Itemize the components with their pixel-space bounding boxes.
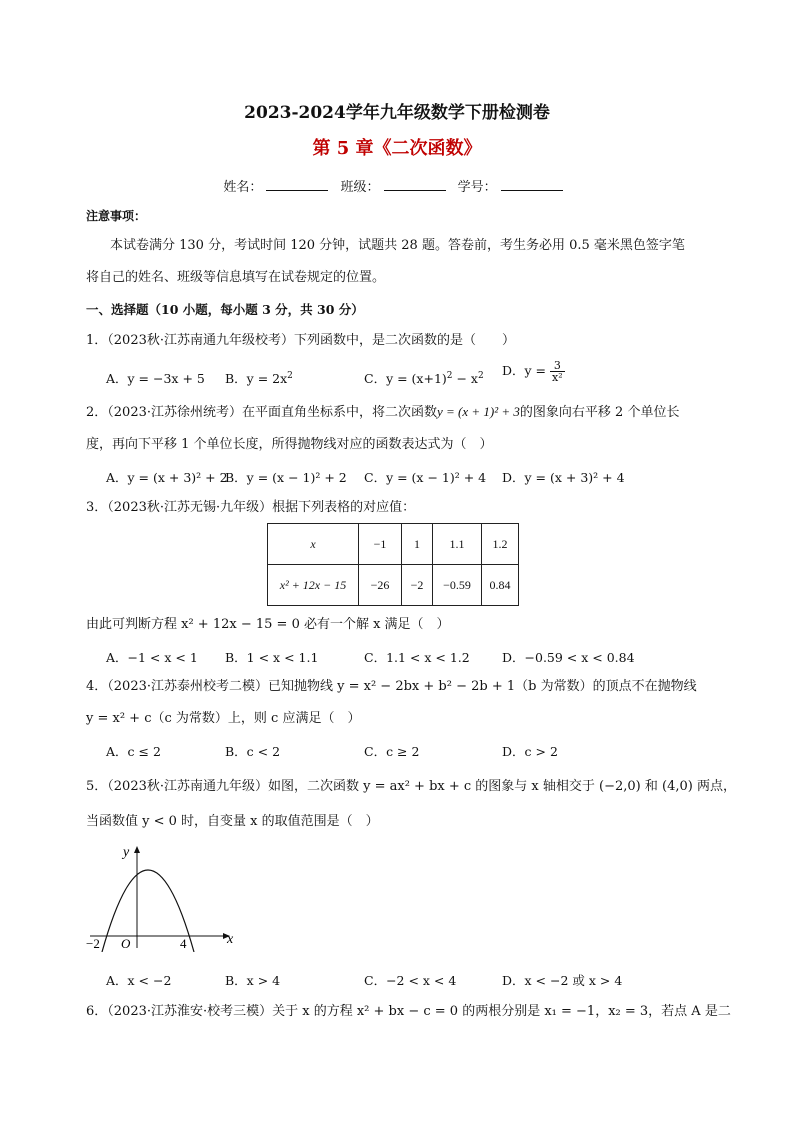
table-cell: −26 xyxy=(359,565,402,606)
chapter-subtitle: 第 5 章《二次函数》 xyxy=(312,138,482,159)
q2-option-c[interactable]: C．y = (x − 1)² + 4 xyxy=(364,470,487,485)
fraction: $\frac{3}{\text{x²}}$ xyxy=(552,359,563,384)
q1-option-a[interactable]: A．y = −3x + 5 xyxy=(106,371,205,386)
question-3-follow: 由此可判断方程 x² + 12x − 15 = 0 必有一个解 x 满足（ ） xyxy=(86,617,450,632)
question-3-stem: 3．（2023秋·江苏无锡·九年级）根据下列表格的对应值： xyxy=(86,500,416,515)
table-cell: 1.1 xyxy=(433,524,482,565)
question-5-line-1: 5．（2023秋·江苏南通九年级）如图，二次函数 y = ax² + bx + c 的图象与 x 轴相交于 (−2,0) 和 (4,0) 两点， xyxy=(86,779,736,794)
q2-option-d[interactable]: D．y = (x + 3)² + 4 xyxy=(502,470,625,485)
question-4-line-2: y = x² + c（c 为常数）上，则 c 应满足（ ） xyxy=(86,711,361,726)
question-4-line-1: 4．（2023·江苏泰州校考二模）已知抛物线 y = x² − 2bx + b² − 2b + 1（b 为常数）的顶点不在抛物线 xyxy=(86,679,697,694)
parabola-graph xyxy=(84,840,244,952)
question-1-stem: 1．（2023秋·江苏南通九年级校考）下列函数中，是二次函数的是（ ） xyxy=(86,333,515,348)
x-axis-label: x xyxy=(227,932,234,947)
q1-option-d[interactable]: D．y = $\frac{3}{\text{x²}}$ xyxy=(502,359,563,384)
section-heading: 一、选择题（10 小题，每小题 3 分，共 30 分） xyxy=(86,302,364,317)
y-axis-arrow xyxy=(134,846,140,853)
notes-line-2: 将自己的姓名、班级等信息填写在试卷规定的位置。 xyxy=(86,270,386,285)
table-cell: −0.59 xyxy=(433,565,482,606)
q3-option-a[interactable]: A．−1 < x < 1 xyxy=(106,650,198,665)
q5-option-a[interactable]: A．x < −2 xyxy=(106,973,172,988)
table-cell: 0.84 xyxy=(482,565,519,606)
q1-option-b[interactable]: B．$y = 2x^2$ xyxy=(225,370,293,386)
name-blank[interactable] xyxy=(266,178,328,191)
name-label: 姓名： xyxy=(223,180,263,195)
q5-option-c[interactable]: C．−2 < x < 4 xyxy=(364,973,457,988)
notes-heading: 注意事项： xyxy=(86,209,147,223)
q2-option-a[interactable]: A．y = (x + 3)² + 2 xyxy=(106,470,228,485)
q5-option-d[interactable]: D．x < −2 或 x > 4 xyxy=(502,973,623,988)
class-blank[interactable] xyxy=(384,178,446,191)
table-cell: 1.2 xyxy=(482,524,519,565)
right-root-label: 4 xyxy=(180,936,187,951)
table-row xyxy=(268,524,519,565)
table-cell: x xyxy=(268,524,359,565)
q2-option-b[interactable]: B．y = (x − 1)² + 2 xyxy=(225,470,347,485)
left-root-label: −2 xyxy=(86,936,100,951)
y-axis-label: y xyxy=(123,845,130,860)
question-2-stem: 2．（2023·江苏徐州统考）在平面直角坐标系中，将二次函数y = (x + 1)² + 3的图象向右平移 2 个单位长 xyxy=(86,404,680,420)
table-cell: −2 xyxy=(402,565,433,606)
q4-option-a[interactable]: A．c ≤ 2 xyxy=(106,744,161,759)
id-label: 学号： xyxy=(457,180,497,195)
q5-option-b[interactable]: B．x > 4 xyxy=(225,973,281,988)
table-row xyxy=(268,565,519,606)
class-label: 班级： xyxy=(340,180,380,195)
exam-title: 2023-2024学年九年级数学下册检测卷 xyxy=(244,103,550,123)
id-blank[interactable] xyxy=(501,178,563,191)
q1-option-c[interactable]: C．$y = (x+1)^2 - x^2$ xyxy=(364,370,484,386)
q4-option-b[interactable]: B．c < 2 xyxy=(225,744,281,759)
table-cell: −1 xyxy=(359,524,402,565)
q3-option-c[interactable]: C．1.1 < x < 1.2 xyxy=(364,650,470,665)
question-5-line-2: 当函数值 y < 0 时，自变量 x 的取值范围是（ ） xyxy=(86,814,379,829)
q3-option-b[interactable]: B．1 < x < 1.1 xyxy=(225,650,319,665)
question-2-line-2: 度，再向下平移 1 个单位长度，所得抛物线对应的函数表达式为（ ） xyxy=(86,437,493,452)
value-table xyxy=(267,523,519,606)
question-6-line-1: 6．（2023·江苏淮安·校考三模）关于 x 的方程 x² + bx − c = 0 的两根分别是 x₁ = −1，x₂ = 3，若点 A 是二 xyxy=(86,1004,731,1019)
q4-option-d[interactable]: D．c > 2 xyxy=(502,744,558,759)
q4-option-c[interactable]: C．c ≥ 2 xyxy=(364,744,420,759)
q3-option-d[interactable]: D．−0.59 < x < 0.84 xyxy=(502,650,635,665)
table-cell: 1 xyxy=(402,524,433,565)
notes-line-1: 本试卷满分 130 分，考试时间 120 分钟，试题共 28 题。答卷前，考生务必用 0.5 毫米黑色签字笔 xyxy=(110,238,685,253)
student-info-row xyxy=(0,176,794,195)
table-cell: x² + 12x − 15 xyxy=(268,565,359,606)
origin-label: O xyxy=(121,936,131,951)
